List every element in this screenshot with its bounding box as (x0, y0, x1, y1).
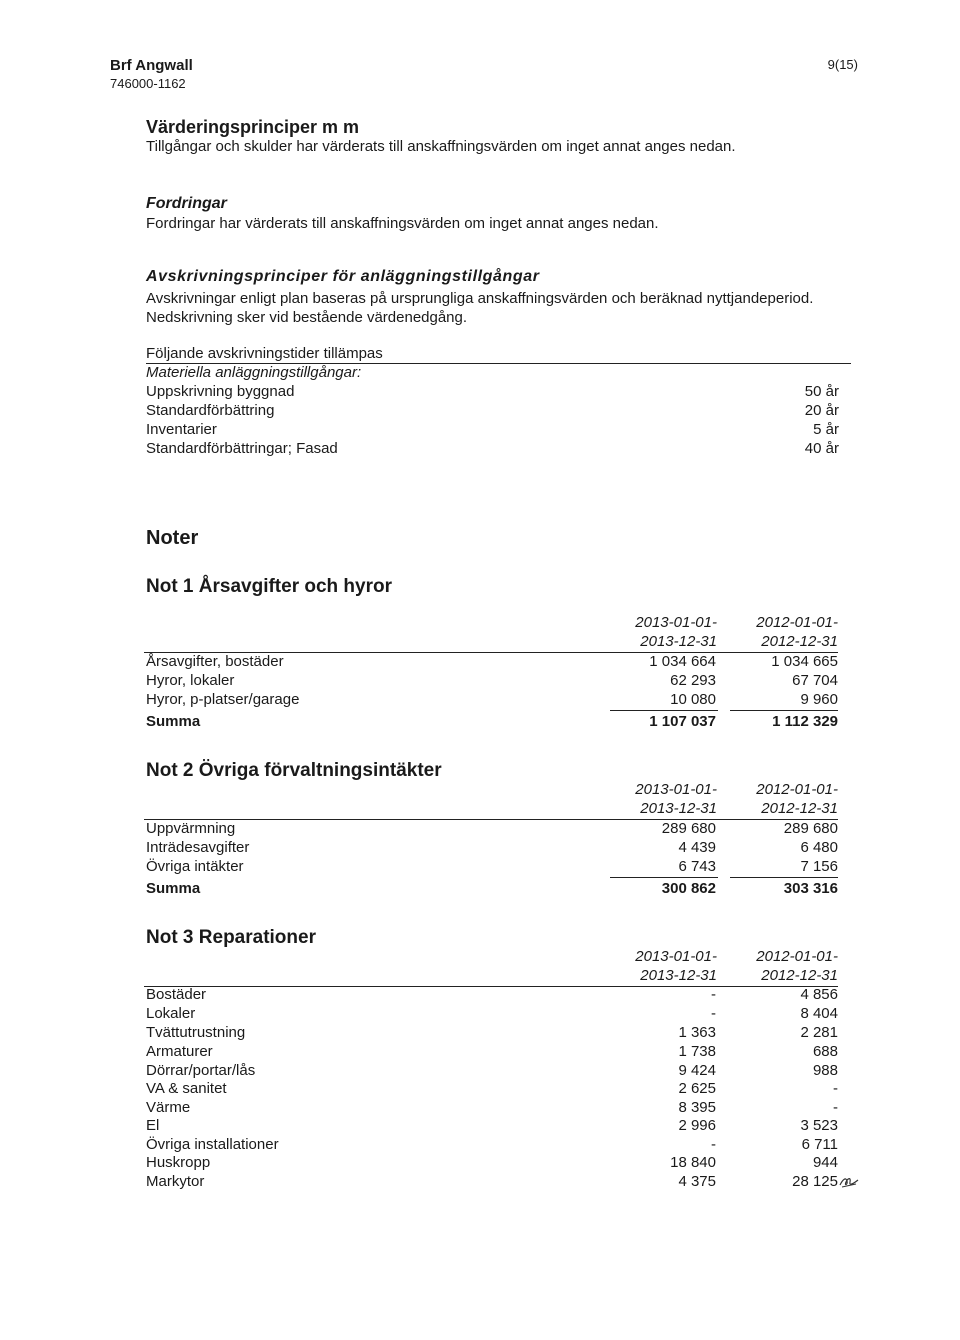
org-number: 746000-1162 (110, 76, 186, 91)
depreciation-row (146, 440, 839, 459)
value-2012: 28 125 (792, 1173, 838, 1190)
table-row (146, 820, 838, 839)
depreciation-label: Standardförbättring (146, 402, 275, 419)
value-2013: 18 840 (670, 1154, 716, 1171)
row-label: Bostäder (146, 986, 207, 1003)
depreciation-row (146, 383, 839, 402)
period-start: 2013-01-01- (635, 781, 717, 798)
value-2013: 2 996 (678, 1117, 716, 1134)
sum-rule-2013 (610, 710, 718, 711)
value-2013: 6 743 (678, 858, 716, 875)
depreciation-value: 50 år (804, 383, 839, 400)
receivables-title: Fordringar (146, 195, 227, 212)
row-label: El (146, 1117, 160, 1134)
valuation-text: Tillgångar och skulder har värderats till anskaffningsvärden om inget annat anges nedan. (146, 138, 736, 155)
table-row (146, 1043, 838, 1062)
table-row (146, 672, 838, 691)
column-header-2012 (718, 780, 838, 818)
valuation-title: Värderingsprinciper m m (146, 117, 360, 137)
value-2013: 1 363 (678, 1024, 716, 1041)
sum-rule-2012 (730, 877, 838, 878)
value-2013: 9 424 (678, 1062, 716, 1079)
depreciation-label: Inventarier (146, 421, 217, 438)
period-end: 2012-12-31 (761, 967, 838, 984)
value-2013: 4 375 (678, 1173, 716, 1190)
depreciation-table-header: Följande avskrivningstider tillämpas (146, 345, 851, 364)
value-2012: 7 156 (800, 858, 838, 875)
depreciation-value: 20 år (804, 402, 839, 419)
table-row (146, 1080, 838, 1099)
notes-title: Noter (146, 527, 199, 549)
row-label: Inträdesavgifter (146, 839, 250, 856)
initials-signature-icon (838, 1171, 860, 1189)
depreciation-table-subheader: Materiella anläggningstillgångar: (146, 364, 362, 381)
value-2013: - (711, 1005, 716, 1022)
value-2012: 988 (812, 1062, 838, 1079)
row-label: Hyror, p-platser/garage (146, 691, 300, 708)
table-row (146, 1136, 838, 1155)
table-row (146, 1117, 838, 1136)
row-label: Huskropp (146, 1154, 211, 1171)
page-number: 9(15) (827, 57, 858, 72)
table-row (146, 653, 838, 672)
value-2012: 8 404 (800, 1005, 838, 1022)
receivables-text: Fordringar har värderats till anskaffningsvärden om inget annat anges nedan. (146, 215, 659, 232)
sum-2012: 1 112 329 (772, 713, 838, 730)
value-2013: - (711, 1136, 716, 1153)
value-2012: 6 711 (801, 1136, 838, 1153)
table-row (146, 691, 838, 710)
table-row (146, 858, 838, 877)
row-label: Övriga intäkter (146, 858, 244, 875)
note-2-title: Not 2 Övriga förvaltningsintäkter (146, 760, 442, 781)
sum-rule-2013 (610, 877, 718, 878)
value-2013: 4 439 (678, 839, 716, 856)
column-header-2013 (597, 947, 717, 985)
value-2012: - (833, 1099, 838, 1116)
sum-2012: 303 316 (783, 880, 838, 897)
column-header-2013 (597, 780, 717, 818)
value-2012: 4 856 (800, 986, 838, 1003)
value-2012: 688 (812, 1043, 838, 1060)
table-row (146, 986, 838, 1005)
row-label: Lokaler (146, 1005, 196, 1022)
row-label: Övriga installationer (146, 1136, 279, 1153)
value-2013: 8 395 (678, 1099, 716, 1116)
row-label: Årsavgifter, bostäder (146, 653, 284, 670)
row-label: Armaturer (146, 1043, 213, 1060)
depreciation-label: Uppskrivning byggnad (146, 383, 295, 400)
depreciation-row (146, 402, 839, 421)
period-start: 2012-01-01- (756, 948, 838, 965)
sum-2013: 300 862 (661, 880, 716, 897)
value-2013: 2 625 (678, 1080, 716, 1097)
depreciation-row (146, 421, 839, 440)
column-header-2012 (718, 613, 838, 651)
sum-row (146, 713, 838, 732)
sum-row (146, 880, 838, 899)
period-end: 2012-12-31 (761, 800, 838, 817)
sum-2013: 1 107 037 (649, 713, 716, 730)
depreciation-label: Standardförbättringar; Fasad (146, 440, 338, 457)
period-end: 2013-12-31 (640, 967, 717, 984)
sum-label: Summa (146, 713, 201, 730)
company-name: Brf Angwall (110, 57, 193, 74)
depreciation-text-2: Nedskrivning sker vid bestående värdenedgång. (146, 309, 468, 326)
period-start: 2012-01-01- (756, 614, 838, 631)
value-2012: 9 960 (800, 691, 838, 708)
value-2013: 1 034 664 (649, 653, 716, 670)
period-end: 2012-12-31 (761, 633, 838, 650)
column-header-2013 (597, 613, 717, 651)
row-label: Dörrar/portar/lås (146, 1062, 256, 1079)
value-2013: 289 680 (661, 820, 716, 837)
period-end: 2013-12-31 (640, 633, 717, 650)
row-label: Tvättutrustning (146, 1024, 246, 1041)
depreciation-value: 40 år (804, 440, 839, 457)
row-label: Hyror, lokaler (146, 672, 235, 689)
table-row (146, 1099, 838, 1118)
column-header-2012 (718, 947, 838, 985)
table-row (146, 1005, 838, 1024)
value-2012: - (833, 1080, 838, 1097)
depreciation-title: Avskrivningsprinciper för anläggningstillgångar (146, 268, 540, 285)
value-2012: 2 281 (800, 1024, 838, 1041)
value-2013: 62 293 (670, 672, 716, 689)
value-2012: 6 480 (800, 839, 838, 856)
table-row (146, 1154, 838, 1173)
row-label: Uppvärmning (146, 820, 236, 837)
value-2012: 1 034 665 (771, 653, 838, 670)
table-row (146, 1024, 838, 1043)
note-1-title: Not 1 Årsavgifter och hyror (146, 576, 392, 597)
value-2013: 10 080 (670, 691, 716, 708)
depreciation-value: 5 år (813, 421, 839, 438)
value-2012: 289 680 (783, 820, 838, 837)
sum-rule-2012 (730, 710, 838, 711)
row-label: VA & sanitet (146, 1080, 227, 1097)
sum-label: Summa (146, 880, 201, 897)
period-start: 2012-01-01- (756, 781, 838, 798)
value-2012: 944 (812, 1154, 838, 1171)
table-row (146, 1173, 838, 1192)
period-end: 2013-12-31 (640, 800, 717, 817)
depreciation-text-1: Avskrivningar enligt plan baseras på ursprungliga anskaffningsvärden och beräknad nyttjandeperiod. (146, 290, 814, 307)
value-2013: 1 738 (678, 1043, 716, 1060)
value-2013: - (711, 986, 716, 1003)
value-2012: 3 523 (800, 1117, 838, 1134)
note-3-title: Not 3 Reparationer (146, 927, 316, 948)
table-row (146, 839, 838, 858)
period-start: 2013-01-01- (635, 614, 717, 631)
table-row (146, 1062, 838, 1081)
period-start: 2013-01-01- (635, 948, 717, 965)
row-label: Markytor (146, 1173, 205, 1190)
row-label: Värme (146, 1099, 191, 1116)
value-2012: 67 704 (792, 672, 838, 689)
